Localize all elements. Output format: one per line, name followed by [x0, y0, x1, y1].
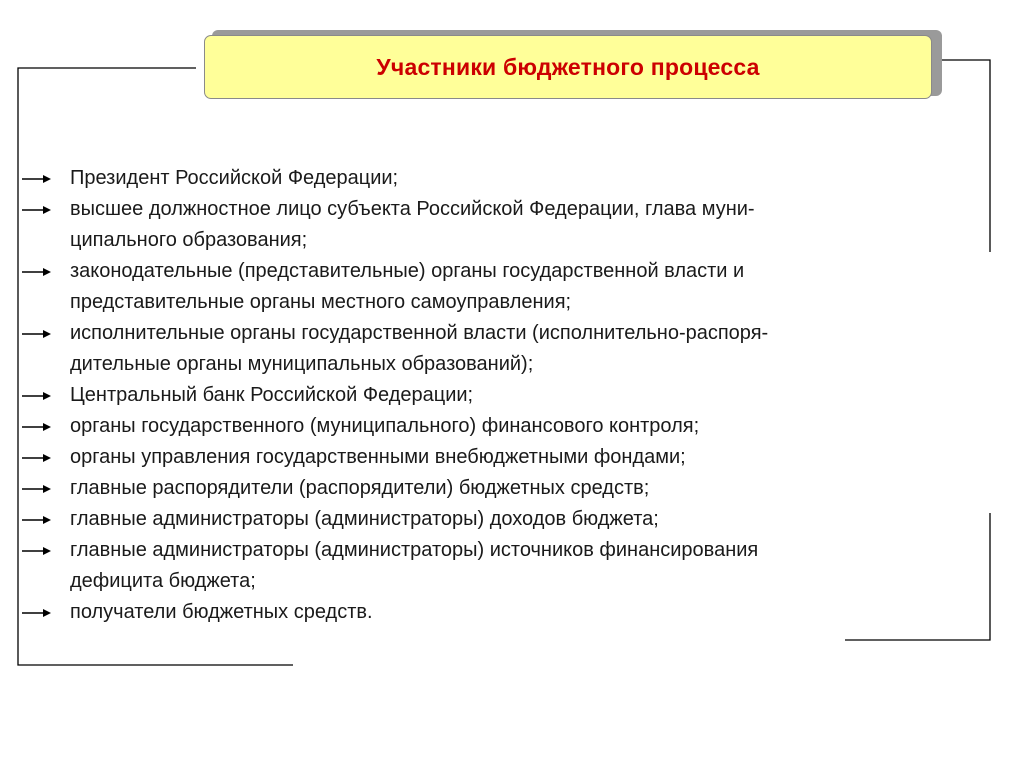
- list-item-text: Президент Российской Федерации;: [70, 167, 399, 189]
- arrow-right-icon: [22, 452, 52, 464]
- list-item-text: главные распорядители (распорядители) бюджетных средств;: [70, 477, 650, 499]
- list-item: [0, 473, 1000, 504]
- list-item-text: высшее должностное лицо субъекта Российской Федерации, глава муни-: [70, 198, 755, 220]
- arrow-right-icon: [22, 483, 52, 495]
- list-item-text: главные администраторы (администраторы) источников финансирования: [70, 539, 759, 561]
- list-item-text: ципального образования;: [70, 229, 308, 251]
- list-item-text: исполнительные органы государственной власти (исполнительно-распоря-: [70, 322, 769, 344]
- list-item: [0, 380, 1000, 411]
- arrow-right-icon: [22, 607, 52, 619]
- arrow-right-icon: [22, 421, 52, 433]
- list-item-text: дительные органы муниципальных образований);: [70, 353, 534, 375]
- arrow-right-icon: [22, 173, 52, 185]
- list-item-text: Центральный банк Российской Федерации;: [70, 384, 474, 406]
- list-item: [0, 256, 1000, 318]
- list-item-text: представительные органы местного самоуправления;: [70, 291, 572, 313]
- title-box: [204, 35, 932, 99]
- list-item: [0, 597, 1000, 628]
- list-item-text: законодательные (представительные) органы государственной власти и: [70, 260, 745, 282]
- list-item-text: получатели бюджетных средств.: [70, 601, 373, 623]
- arrow-right-icon: [22, 204, 52, 216]
- list-item: [0, 194, 1000, 256]
- list-item: [0, 442, 1000, 473]
- arrow-right-icon: [22, 514, 52, 526]
- list-item: [0, 535, 1000, 597]
- arrow-right-icon: [22, 545, 52, 557]
- list-item: [0, 411, 1000, 442]
- list-item-text: главные администраторы (администраторы) доходов бюджета;: [70, 508, 659, 530]
- list-item-text: органы управления государственными внебюджетными фондами;: [70, 446, 686, 468]
- list-item: [0, 318, 1000, 380]
- list-item: [0, 504, 1000, 535]
- list-item-text: органы государственного (муниципального) финансового контроля;: [70, 415, 700, 437]
- list-item: [0, 163, 1000, 194]
- participant-list: [0, 163, 1000, 628]
- title-text: Участники бюджетного процесса: [376, 53, 760, 80]
- arrow-right-icon: [22, 328, 52, 340]
- list-item-text: дефицита бюджета;: [70, 570, 256, 592]
- arrow-right-icon: [22, 266, 52, 278]
- arrow-right-icon: [22, 390, 52, 402]
